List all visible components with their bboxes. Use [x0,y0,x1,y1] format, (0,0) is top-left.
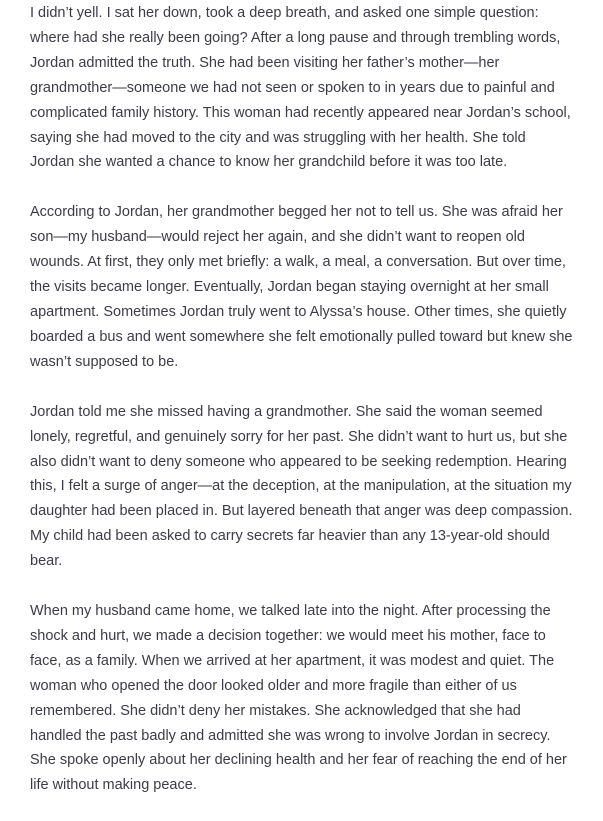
article-paragraph: When my husband came home, we talked late into the night. After processing the shock and hurt, we made a decision together: we would meet his mother, face to face, as a family. When we arrived at her apartment, it was modest and quiet. The woman who opened the door looked older and more fragile than either of us remembered. She didn’t deny her mistakes. She acknowledged that she had handled the past badly and admitted she was wrong to involve Jordan in secrecy. She spoke openly about her declining health and her fear of reaching the end of her life without making peace. [30,603,567,794]
article-paragraph: I didn’t yell. I sat her down, took a deep breath, and asked one simple question: where had she really been going? After a long pause and through trembling words, Jordan admitted the truth. She had been visiting her father’s mother—her grandmother—someone we had not seen or spoken to in years due to painful and complicated family history. This woman had recently appeared near Jordan’s school, saying she had moved to the city and was struggling with her health. She told Jordan she wanted a chance to know her grandchild before it was too late. [30,5,571,171]
article-paragraph: According to Jordan, her grandmother begged her not to tell us. She was afraid her son—my husband—would reject her again, and she didn’t want to reopen old wounds. At first, they only met briefly: a walk, a meal, a conversation. But over time, the visits became longer. Eventually, Jordan began staying overnight at her small apartment. Sometimes Jordan truly went to Alyssa’s house. Other times, she quietly boarded a bus and went somewhere she felt emotionally pulled toward but knew she wasn’t supposed to be. [30,204,573,370]
article-paragraph: Jordan told me she missed having a grandmother. She said the woman seemed lonely, regretful, and genuinely sorry for her past. She didn’t want to hurt us, but she also didn’t want to deny someone who appeared to be seeking redemption. Hearing this, I felt a surge of anger—at the deception, at the manipulation, at the situation my daughter had been placed in. But layered beneath that anger was deep compassion. My child had been asked to carry secrets far heavier than any 13-year-old should bear. [30,403,573,570]
